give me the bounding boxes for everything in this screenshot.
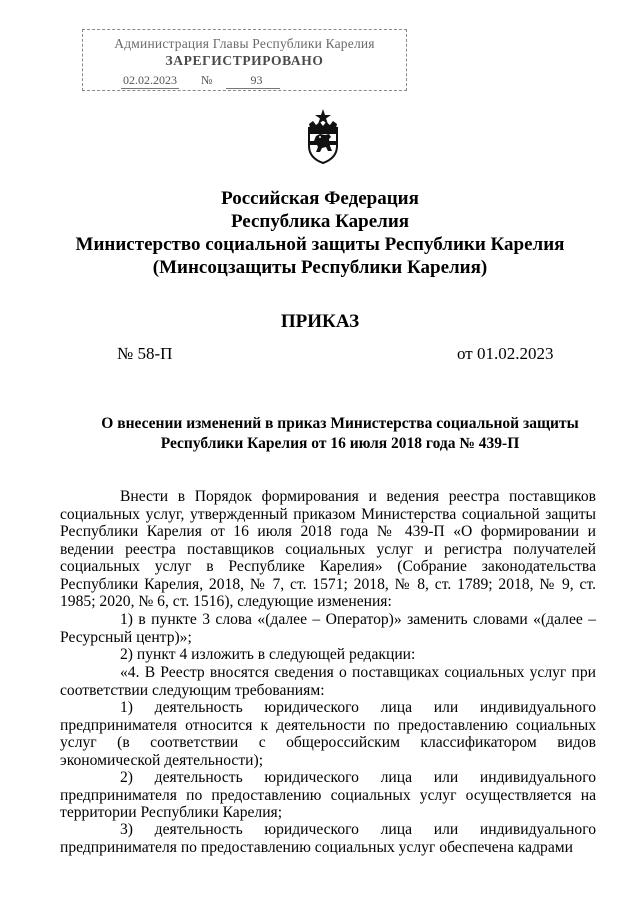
order-date: от 01.02.2023 [457, 344, 554, 363]
document-type: ПРИКАЗ [280, 311, 360, 332]
body-paragraph-3: 2) пункт 4 изложить в следующей редакции: [120, 646, 416, 663]
stamp-date: 02.02.2023 [123, 73, 177, 87]
body-paragraph-5: 1) деятельность юридического лица или индивидуального предпринимателя относится к деятельности по предоставлению социальных услуг (в соответствии с общероссийским классификатором видов экономической деятельности); [60, 699, 596, 769]
body-paragraph-1: Внести в Порядок формирования и ведения реестра поставщиков социальных услуг, утвержденный приказом Министерства социальной защиты Республики Карелия от 16 июля 2018 года № 439-П «О формировании и ведении реестра поставщиков социальных услуг и регистра получателей социальных услуг в Республике Карелия» (Собрание законодательства Республики Карелия, 2018, № 7, ст. 1571; 2018, № 8, ст. 1789; 2018, № 9, ст. 1985; 2020, № 6, ст. 1516), следующие изменения: [60, 488, 596, 610]
order-number: № 58-П [117, 344, 173, 363]
ministry-name: Министерство социальной защиты Республики Карелия [75, 234, 565, 255]
body-paragraph-7: 3) деятельность юридического лица или индивидуального предпринимателя по предоставлению социальных услуг обеспечена кадрами [60, 821, 596, 856]
republic-name: Республика Карелия [230, 211, 410, 232]
body-paragraph-2: 1) в пункте 3 слова «(далее – Оператор)» заменить словами «(далее – Ресурсный центр)»; [60, 611, 596, 646]
stamp-organization: Администрация Главы Республики Карелия [114, 36, 375, 51]
body-paragraph-4: «4. В Реестр вносятся сведения о поставщиках социальных услуг при соответствии следующим требованиям: [60, 664, 596, 699]
body-paragraph-6: 2) деятельность юридического лица или индивидуального предпринимателя по предоставлению социальных услуг осуществляется на территории Республики Карелия; [60, 769, 596, 821]
subject-line-2: Республики Карелия от 16 июля 2018 года № 439-П [160, 435, 520, 452]
subject-line-1: О внесении изменений в приказ Министерства социальной защиты [101, 415, 579, 432]
stamp-status: ЗАРЕГИСТРИРОВАНО [165, 53, 324, 68]
ministry-short-name: (Минсоцзащиты Республики Карелия) [152, 257, 488, 278]
stamp-number: 93 [226, 73, 280, 89]
country-name: Российская Федерация [221, 188, 419, 209]
karelia-coat-of-arms-icon [303, 108, 343, 164]
stamp-number-label: № [201, 73, 213, 87]
order-subject [60, 414, 620, 454]
registration-stamp [82, 29, 407, 91]
stamp-registration-line [121, 73, 280, 89]
